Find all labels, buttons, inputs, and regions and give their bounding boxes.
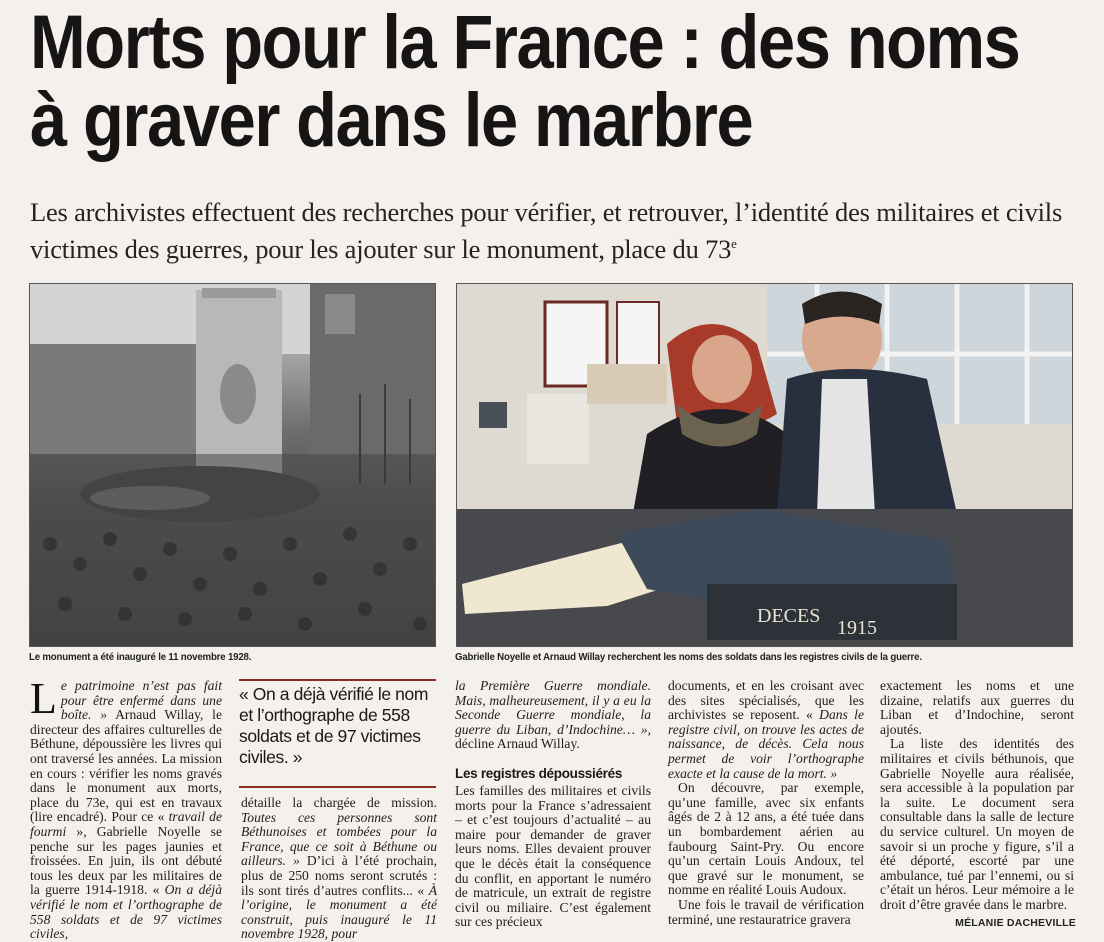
article-column-1 [30, 674, 222, 942]
col2-text-2: D’ici à l’été prochain, plus de 250 noms seront scrutés : ils sont tirés d’autres conflits... « [241, 853, 437, 898]
headline-line-2: à graver dans le marbre [30, 77, 753, 163]
article-column-5 [880, 679, 1074, 913]
pull-quote: « On a déjà vérifié le nom et l’orthographe de 558 soldats et de 97 victimes civiles. » [239, 684, 429, 767]
pullquote-rule-bottom [239, 786, 436, 788]
standfirst-sup: e [731, 236, 737, 251]
monument-photo-caption: Le monument a été inauguré le 11 novembre 1928. [29, 651, 252, 663]
section-subhead: Les registres dépoussiérés [455, 766, 623, 781]
archivists-photo-caption: Gabrielle Noyelle et Arnaud Willay recherchent les noms des soldats dans les registres civils de la guerre. [455, 651, 922, 663]
article-column-4 [668, 679, 864, 927]
standfirst [30, 196, 1090, 265]
col1-text-2: », Gabrielle Noyelle se penche sur les pages jaunies et froissées. En juin, ils ont débuté tous les deux par les militaires de la guerre 1914-1918. « [30, 823, 222, 898]
standfirst-text: Les archivistes effectuent des recherches pour vérifier, et retrouver, l’identité des militaires et civils victimes des guerres, pour les ajouter sur le monument, place du 73 [30, 197, 1063, 264]
register-label: DECES [757, 605, 821, 627]
article-column-2 [241, 796, 437, 942]
monument-photo [29, 283, 436, 647]
archivists-photo [456, 283, 1073, 647]
byline: MÉLANIE DACHEVILLE [955, 917, 1076, 929]
monument-photo-illustration [30, 284, 435, 646]
col4-paragraph-3: Une fois le travail de vérification terminé, une restauratrice gravera [668, 896, 864, 927]
archivists-photo-illustration [457, 284, 1072, 646]
col5-paragraph-1: exactement les noms et une dizaine, relatifs aux guerres du Liban et d’Indochine, seront ajoutés. [880, 678, 1074, 737]
lead-quote: e patrimoine n’est pas fait pour être enfermé dans une boîte. » [60, 678, 222, 723]
article-column-3 [455, 679, 651, 752]
col1-italic-travail: travail de fourmi [30, 809, 222, 839]
col4-text: documents, et en les croisant avec des sites spécialisés, que les archivistes se reposent. « [668, 678, 864, 723]
col1-text: Arnaud Willay, le directeur des affaires culturelles de Béthune, dépoussière les livres qui ont traversé les années. La mission en cours : vérifier les noms gravés dans le monument aux morts, place du 73e, qui est en travaux (lire encadré). Pour ce « [30, 707, 222, 825]
col3-tail: décline Arnaud Willay. [455, 736, 580, 752]
col5-paragraph-2: La liste des identités des militaires et civils béthunois, que Gabrielle Noyelle aura réalisée, sera accessible à la population par la suite. Le document sera consultable dans la salle de lecture du service culturel. Un moyen de savoir si un proche y figure, s’il a été déporté, escorté par une ambulance, tué par l’ennemi, ou si c’était un héros. Leur mémoire a le droit d’être gravée dans le marbre. [880, 736, 1074, 912]
register-year: 1915 [837, 617, 877, 639]
col2-italic: Toutes ces personnes sont Béthunoises et tombées pour la France, que ce soit à Béthune ou ailleurs. » [241, 809, 437, 869]
col4-paragraph-2: On découvre, par exemple, qu’une famille, avec six enfants âgés de 2 à 12 ans, a été tuée dans un bombardement aérien au faubourg Saint-Pry. Ou encore qu’un certain Louis Andoux, tel que gravé sur le monument, se nomme en réalité Louis Audoux. [668, 780, 864, 898]
col2-text: détaille la chargée de mission. [241, 795, 437, 810]
drop-cap: L [30, 674, 57, 723]
article-column-3-body [455, 784, 651, 930]
col4-italic: Dans le registre civil, on trouve les actes de naissance, de décès. Cela nous permet de voir l’orthographe exacte et la cause de la mort. » [668, 707, 864, 781]
col3-body: Les familles des militaires et civils morts pour la France s’adressaient – et c’est toujours d’actualité – au maire pour demander de graver leurs noms. Elles devaient prouver que le décès était la conséquence du conflit, en apportant le numéro de matricule, un extrait de registre civil ou miliaire. C’est également sur ces précieux [455, 783, 651, 930]
col1-quote: On a déjà vérifié le nom et l’orthographe de 558 soldats et de 97 victimes civiles, [30, 882, 222, 942]
pullquote-rule-top [239, 679, 436, 681]
col3-italic: la Première Guerre mondiale. Mais, malheureusement, il y a eu la Seconde Guerre mondiale, la guerre du Liban, d’Indochine… », [455, 678, 651, 737]
headline-line-1: Morts pour la France : des noms [30, 0, 1020, 85]
col2-italic-2: À l’origine, le monument a été construit, puis inauguré le 11 novembre 1928, pour [241, 882, 437, 942]
headline [30, 0, 1020, 163]
